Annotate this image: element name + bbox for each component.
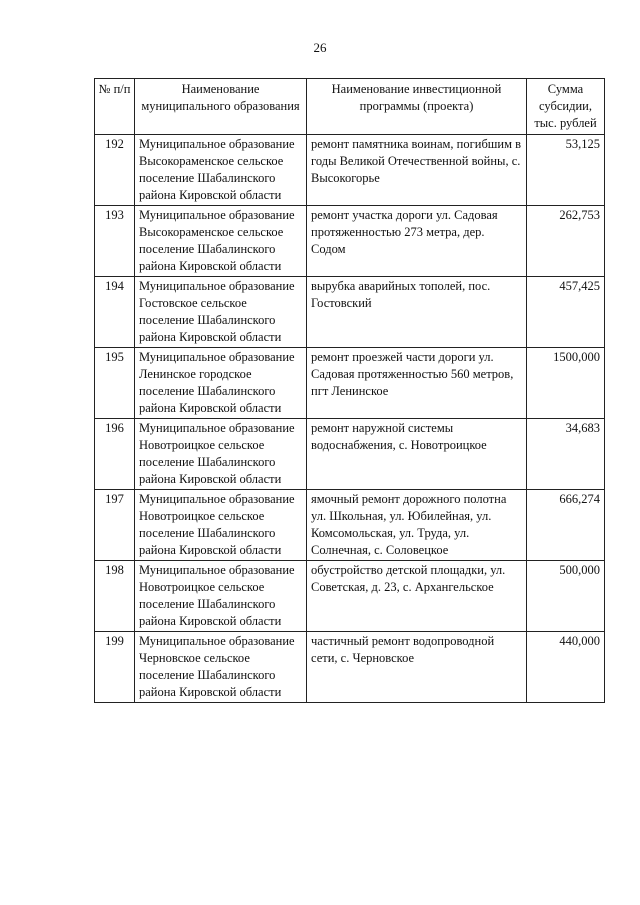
municipality-name: Муниципальное образование Новотроицкое сельское поселение Шабалинского района Кировской области — [135, 490, 307, 561]
row-number: 197 — [95, 490, 135, 561]
page-number: 26 — [313, 40, 327, 55]
subsidy-amount: 457,425 — [527, 277, 605, 348]
municipality-name: Муниципальное образование Новотроицкое сельское поселение Шабалинского района Кировской области — [135, 561, 307, 632]
municipality-name: Муниципальное образование Высокораменское сельское поселение Шабалинского района Кировской области — [135, 206, 307, 277]
municipality-name: Муниципальное образование Высокораменское сельское поселение Шабалинского района Кировской области — [135, 135, 307, 206]
table-row — [95, 206, 605, 277]
subsidy-amount: 1500,000 — [527, 348, 605, 419]
subsidy-table — [94, 78, 605, 703]
municipality-name: Муниципальное образование Черновское сельское поселение Шабалинского района Кировской области — [135, 632, 307, 703]
row-number: 194 — [95, 277, 135, 348]
header-municipality: Наименование муниципального образования — [135, 79, 307, 135]
table-row — [95, 632, 605, 703]
program-name: ремонт участка дороги ул. Садовая протяженностью 273 метра, дер. Содом — [307, 206, 527, 277]
table-row — [95, 135, 605, 206]
row-number: 196 — [95, 419, 135, 490]
row-number: 193 — [95, 206, 135, 277]
header-program: Наименование инвестиционной программы (проекта) — [307, 79, 527, 135]
row-number: 192 — [95, 135, 135, 206]
subsidy-amount: 500,000 — [527, 561, 605, 632]
municipality-name: Муниципальное образование Гостовское сельское поселение Шабалинского района Кировской области — [135, 277, 307, 348]
subsidy-amount: 34,683 — [527, 419, 605, 490]
table-row — [95, 490, 605, 561]
program-name: вырубка аварийных тополей, пос. Гостовский — [307, 277, 527, 348]
program-name: обустройство детской площадки, ул. Советская, д. 23, с. Архангельское — [307, 561, 527, 632]
municipality-name: Муниципальное образование Новотроицкое сельское поселение Шабалинского района Кировской области — [135, 419, 307, 490]
subsidy-amount: 440,000 — [527, 632, 605, 703]
program-name: ремонт проезжей части дороги ул. Садовая протяженностью 560 метров, пгт Ленинское — [307, 348, 527, 419]
subsidy-amount: 53,125 — [527, 135, 605, 206]
subsidy-amount: 262,753 — [527, 206, 605, 277]
row-number: 195 — [95, 348, 135, 419]
header-num: № п/п — [95, 79, 135, 135]
row-number: 198 — [95, 561, 135, 632]
row-number: 199 — [95, 632, 135, 703]
table-header-row — [95, 79, 605, 135]
program-name: ремонт наружной системы водоснабжения, с. Новотроицкое — [307, 419, 527, 490]
municipality-name: Муниципальное образование Ленинское городское поселение Шабалинского района Кировской области — [135, 348, 307, 419]
program-name: ремонт памятника воинам, погибшим в годы Великой Отечественной войны, с. Высокогорье — [307, 135, 527, 206]
program-name: ямочный ремонт дорожного полотна ул. Школьная, ул. Юбилейная, ул. Комсомольская, ул. Труда, ул. Солнечная, с. Соловецкое — [307, 490, 527, 561]
program-name: частичный ремонт водопроводной сети, с. Черновское — [307, 632, 527, 703]
header-sum: Сумма субсидии, тыс. рублей — [527, 79, 605, 135]
table-row — [95, 348, 605, 419]
subsidy-amount: 666,274 — [527, 490, 605, 561]
table-row — [95, 561, 605, 632]
table-row — [95, 277, 605, 348]
table-row — [95, 419, 605, 490]
